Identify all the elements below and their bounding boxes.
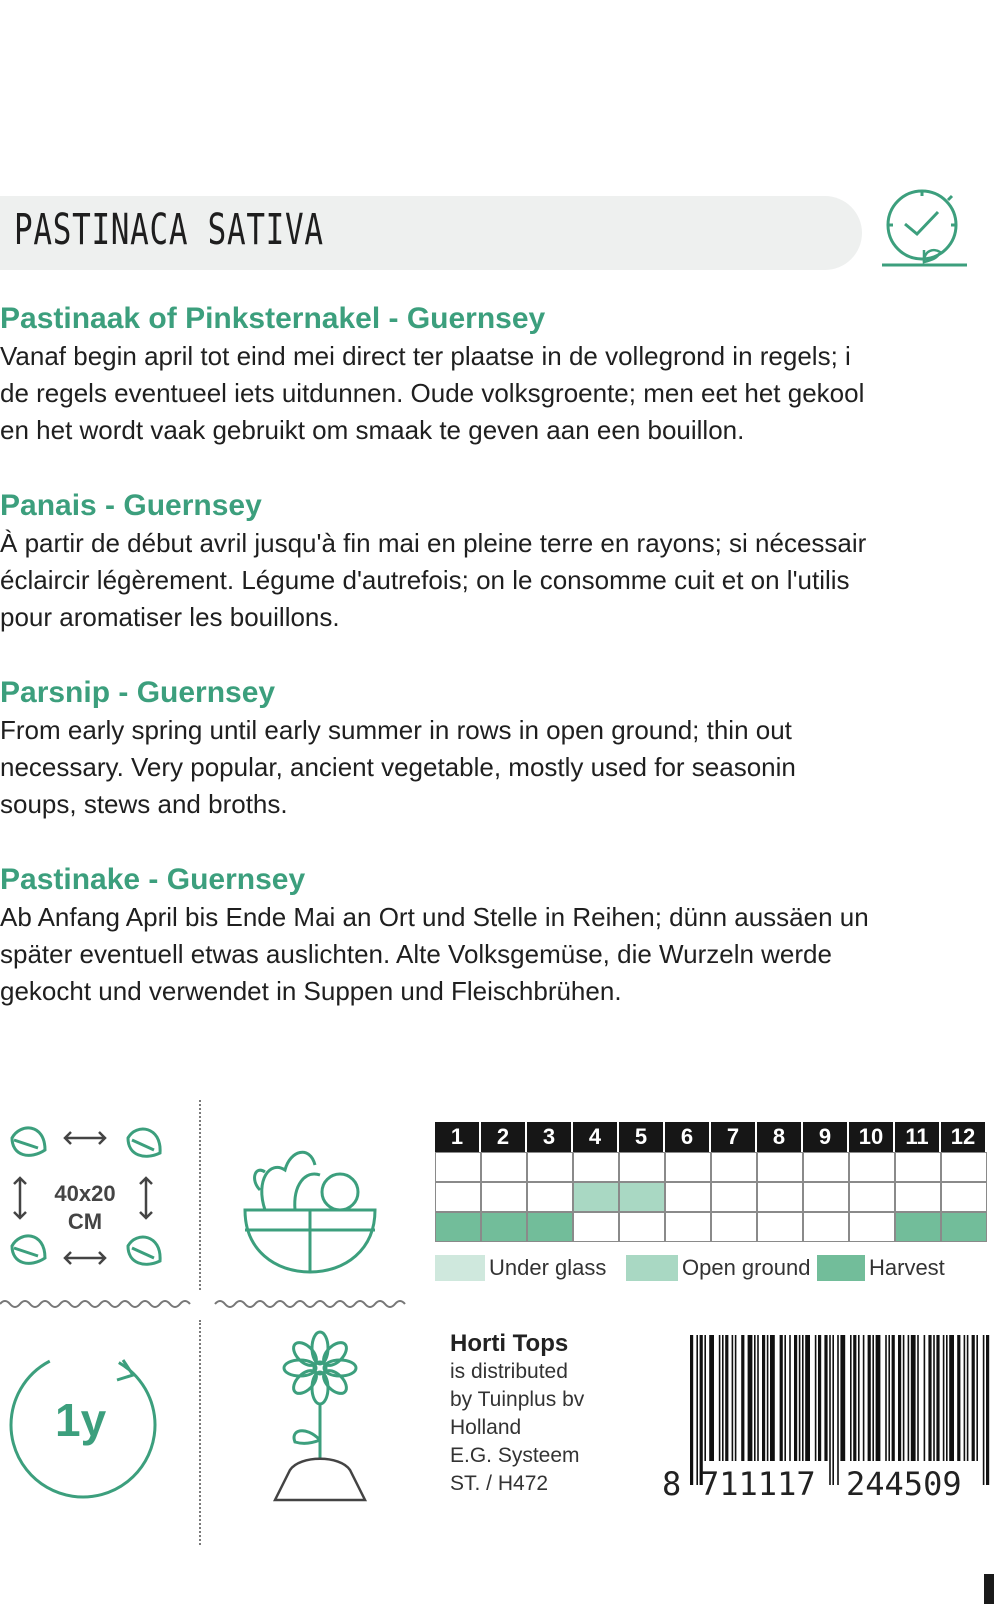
calendar-cell <box>803 1152 849 1182</box>
divider-vertical <box>199 1100 201 1290</box>
calendar-cell <box>803 1182 849 1212</box>
barcode-bar <box>780 1335 783 1461</box>
barcode-bar <box>704 1335 706 1461</box>
clock-check-icon <box>872 180 982 280</box>
barcode-bar <box>741 1335 744 1461</box>
barcode-bar <box>972 1335 975 1461</box>
calendar-cell <box>619 1212 665 1242</box>
spacing-value <box>25 1180 145 1236</box>
calendar-cell <box>711 1212 757 1242</box>
barcode-bar <box>892 1335 895 1461</box>
barcode-bar <box>757 1335 759 1461</box>
calendar-cell <box>573 1212 619 1242</box>
barcode-bar <box>805 1335 810 1461</box>
barcode-bar <box>709 1335 714 1461</box>
calendar-cell <box>435 1152 481 1182</box>
barcode-bar <box>789 1335 791 1461</box>
section-line: en het wordt vaak gebruikt om smaak te geven aan een bouillon. <box>0 415 745 445</box>
calendar-body <box>435 1152 987 1242</box>
calendar-cell <box>757 1182 803 1212</box>
calendar-cell <box>665 1212 711 1242</box>
calendar-cell <box>711 1182 757 1212</box>
barcode-bar <box>949 1335 954 1461</box>
barcode-bar <box>770 1335 775 1461</box>
barcode-bar <box>840 1335 845 1461</box>
section-line: später eventuell etwas auslichten. Alte Volksgemüse, die Wurzeln werde <box>0 939 832 969</box>
section-line: À partir de début avril jusqu'à fin mai en pleine terre en rayons; si nécessair <box>0 528 867 558</box>
barcode-bar <box>908 1335 910 1461</box>
section-german <box>0 861 994 1010</box>
calendar-cell <box>619 1152 665 1182</box>
divider-vertical <box>199 1320 201 1545</box>
month-header: 11 <box>895 1122 941 1152</box>
calendar-cell <box>941 1182 987 1212</box>
legend-harvest <box>817 1255 945 1281</box>
barcode-bar <box>933 1335 935 1461</box>
distributor-line: by Tuinplus bv <box>450 1388 585 1411</box>
barcode-bar <box>967 1335 969 1461</box>
section-line: Vanaf begin april tot eind mei direct ter plaatse in de vollegrond in regels; i <box>0 341 851 371</box>
barcode-bar <box>829 1335 831 1485</box>
legend-swatch <box>435 1255 485 1281</box>
section-title: Pastinaak of Pinksternakel - Guernsey <box>0 302 546 335</box>
calendar-cell <box>757 1212 803 1242</box>
barcode-bar <box>824 1335 827 1461</box>
section-line: From early spring until early summer in rows in open ground; thin out <box>0 715 792 745</box>
barcode-group-2: 244509 <box>846 1465 962 1503</box>
barcode-bar <box>868 1335 871 1461</box>
distributor-line: ST. / H472 <box>450 1472 549 1495</box>
barcode-bar <box>946 1335 948 1461</box>
section-line: Ab Anfang April bis Ende Mai an Ort und Stelle in Reihen; dünn aussäen un <box>0 902 869 932</box>
barcode-bar <box>748 1335 753 1461</box>
section-line: pour aromatiser les bouillons. <box>0 602 340 632</box>
calendar-cell <box>941 1212 987 1242</box>
calendar-cell <box>527 1212 573 1242</box>
distributor-line: E.G. Systeem <box>450 1444 580 1467</box>
calendar-cell <box>527 1152 573 1182</box>
calendar-cell <box>895 1152 941 1182</box>
month-header: 8 <box>757 1122 803 1152</box>
section-line: de regels eventueel iets uitdunnen. Oude volksgroente; men eet het gekool <box>0 378 865 408</box>
barcode-bar <box>719 1335 721 1461</box>
barcode-bar <box>903 1335 905 1461</box>
barcode-bar <box>850 1335 852 1461</box>
barcode-bar <box>853 1335 856 1461</box>
calendar-cell <box>435 1182 481 1212</box>
barcode-bar <box>872 1335 874 1461</box>
section-title: Parsnip - Guernsey <box>0 676 276 709</box>
lifecycle-label: 1y <box>55 1394 107 1446</box>
legend-label: Under glass <box>489 1255 607 1280</box>
barcode-bar <box>876 1335 881 1461</box>
calendar-cell <box>941 1152 987 1182</box>
calendar-cell <box>573 1182 619 1212</box>
calendar-row-open-ground <box>435 1182 987 1212</box>
barcode-bar <box>863 1335 865 1461</box>
barcode-bar <box>832 1335 834 1485</box>
month-header: 3 <box>527 1122 573 1152</box>
calendar-cell <box>665 1182 711 1212</box>
month-header: 5 <box>619 1122 665 1152</box>
barcode-bar <box>924 1335 926 1461</box>
barcode-bar <box>957 1335 960 1461</box>
edge-mark <box>984 1574 994 1604</box>
barcode-bar <box>732 1335 734 1461</box>
barcode-bar <box>898 1335 901 1461</box>
barcode-bar <box>976 1335 978 1461</box>
section-english <box>0 674 994 823</box>
distributor-line: is distributed <box>450 1360 568 1383</box>
barcode-first-digit: 8 <box>662 1465 682 1503</box>
barcode-bar <box>885 1335 887 1461</box>
calendar-row-under-glass <box>435 1152 987 1182</box>
barcode-bar <box>794 1335 797 1461</box>
legend-under-glass <box>435 1255 606 1281</box>
barcode-bar <box>928 1335 931 1461</box>
month-header: 4 <box>573 1122 619 1152</box>
section-line: soups, stews and broths. <box>0 789 288 819</box>
latin-name: PASTINACA SATIVA <box>14 205 324 255</box>
month-header: 1 <box>435 1122 481 1152</box>
calendar-cell <box>527 1182 573 1212</box>
calendar-cell <box>895 1212 941 1242</box>
section-dutch <box>0 300 994 449</box>
distributor-line: Holland <box>450 1416 522 1439</box>
barcode-bar <box>917 1335 919 1461</box>
calendar-cell <box>573 1152 619 1182</box>
calendar-cell <box>849 1152 895 1182</box>
barcode-bar <box>936 1335 939 1461</box>
calendar-cell <box>711 1152 757 1182</box>
calendar-cell <box>481 1182 527 1212</box>
legend-swatch <box>626 1255 678 1281</box>
month-header: 6 <box>665 1122 711 1152</box>
barcode-bar <box>818 1335 821 1461</box>
section-title: Panais - Guernsey <box>0 489 262 522</box>
section-line: gekocht und verwendet in Suppen und Fleischbrühen. <box>0 976 622 1006</box>
barcode-bar <box>725 1335 728 1461</box>
barcode-bar <box>943 1335 945 1461</box>
spacing-line: 40x20 <box>54 1181 116 1206</box>
month-header: 10 <box>849 1122 895 1152</box>
month-header: 7 <box>711 1122 757 1152</box>
section-french <box>0 487 994 636</box>
sowing-calendar <box>435 1122 987 1242</box>
calendar-header-row <box>435 1122 987 1152</box>
month-header: 9 <box>803 1122 849 1152</box>
calendar-cell <box>435 1212 481 1242</box>
barcode-bar <box>754 1335 756 1461</box>
barcode-bar <box>815 1335 817 1461</box>
barcode-bar <box>696 1335 698 1485</box>
brand-name: Horti Tops <box>450 1330 569 1357</box>
calendar-cell <box>481 1152 527 1182</box>
barcode-bar <box>762 1335 765 1461</box>
barcode-bar <box>986 1335 989 1485</box>
section-line: necessary. Very popular, ancient vegetable, mostly used for seasonin <box>0 752 796 782</box>
flower-sprout-icon <box>265 1330 375 1510</box>
barcode-bar <box>888 1335 890 1461</box>
calendar-cell <box>757 1152 803 1182</box>
distributor-info <box>450 1330 584 1498</box>
barcode-bar <box>690 1335 693 1485</box>
barcode-bar <box>837 1335 839 1485</box>
barcode-bar <box>802 1335 804 1461</box>
month-header: 12 <box>941 1122 987 1152</box>
barcode-bar <box>767 1335 769 1461</box>
section-line: éclaircir légèrement. Légume d'autrefois; on le consomme cuit et on l'utilis <box>0 565 850 595</box>
barcode-bar <box>700 1335 703 1485</box>
calendar-cell <box>849 1182 895 1212</box>
calendar-row-harvest <box>435 1212 987 1242</box>
calendar-cell <box>895 1182 941 1212</box>
vegetable-bowl-icon <box>235 1130 385 1280</box>
barcode-bar <box>799 1335 801 1461</box>
barcode-bar <box>911 1335 916 1461</box>
barcode-bar <box>983 1335 985 1485</box>
barcode-bar <box>735 1335 737 1461</box>
calendar-cell <box>481 1212 527 1242</box>
barcode-bar <box>964 1335 966 1461</box>
calendar-cell <box>849 1212 895 1242</box>
divider-wave <box>0 1298 410 1310</box>
legend-open-ground <box>626 1255 810 1281</box>
barcode-group-1: 711117 <box>700 1465 816 1503</box>
month-header: 2 <box>481 1122 527 1152</box>
legend-label: Harvest <box>869 1255 945 1280</box>
barcode-bar <box>722 1335 724 1461</box>
section-title: Pastinake - Guernsey <box>0 863 306 896</box>
barcode-bar <box>858 1335 860 1461</box>
calendar-cell <box>619 1182 665 1212</box>
legend-label: Open ground <box>682 1255 811 1280</box>
spacing-unit: CM <box>67 1209 103 1234</box>
legend-swatch <box>817 1255 865 1281</box>
calendar-cell <box>665 1152 711 1182</box>
barcode-bar <box>784 1335 786 1461</box>
calendar-cell <box>803 1212 849 1242</box>
